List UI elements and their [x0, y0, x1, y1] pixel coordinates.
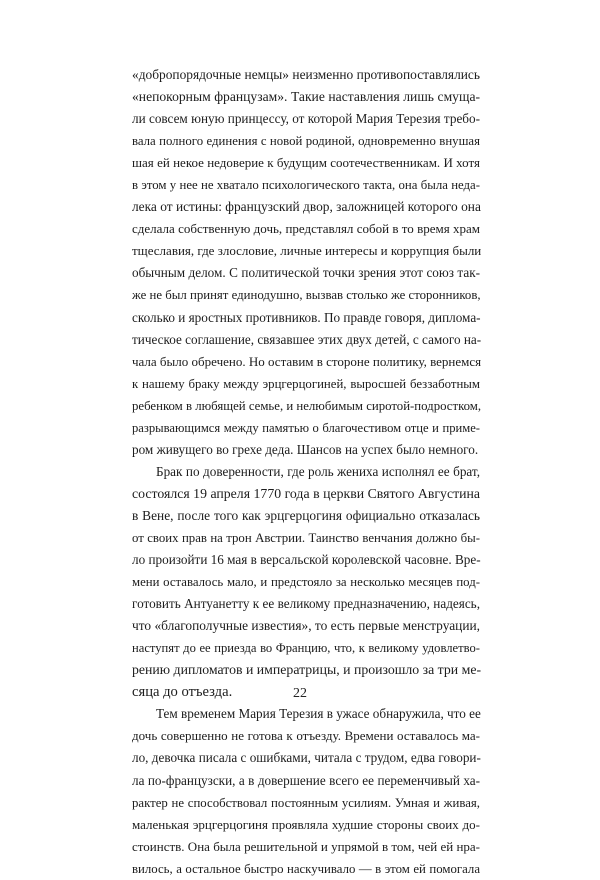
text-line: наступят до ее приезда во Францию, что, к великому удовлетво- [132, 641, 480, 656]
text-line: ла по-французски, а в довершение всего ее переменчивый ха- [132, 772, 480, 788]
text-line: состоялся 19 апреля 1770 года в церкви Святого Августина [132, 485, 480, 501]
text-line: лека от истины: французский двор, заложницей которого она [132, 199, 481, 215]
text-line: сделала собственную дочь, представлял собой в то время храм [132, 221, 480, 237]
paragraph-3 [132, 703, 480, 879]
text-line: ли совсем юную принцессу, от которой Мария Терезия требо- [132, 111, 480, 127]
text-line: чала было обречено. Но оставим в стороне политику, вернемся [132, 353, 482, 369]
text-line: мени оставалось мало, и предстояло за несколько месяцев под- [132, 575, 480, 590]
text-line: тщеславия, где злословие, личные интересы и коррупция были [132, 243, 482, 259]
text-line: рению дипломатов и императрицы, и произошло за три ме- [132, 662, 482, 678]
text-line: сколько и яростных противников. По правде говоря, диплома- [132, 309, 481, 325]
text-line: вилось, а остальное быстро наскучивало — в этом ей помогала [132, 861, 480, 876]
text-line: к нашему браку между эрцгерцогиней, выросшей беззаботным [132, 376, 480, 391]
text-line: в этом у нее не хватало психологического такта, она была неда- [132, 178, 480, 193]
paragraph-1 [132, 64, 480, 461]
text-line: готовить Антуанетту к ее великому предназначению, надеясь, [132, 596, 480, 612]
text-line: же не был принят единодушно, вызвав столько же сторонников, [132, 288, 481, 303]
text-line: что «благополучные известия», то есть первые менструации, [132, 618, 480, 634]
text-line: ром живущего во грехе деда. Шансов на успех было немного. [132, 441, 479, 457]
text-line: тическое соглашение, связавшее этих двух детей, с самого на- [132, 331, 482, 347]
text-line: маленькая эрцгерцогиня проявляла худшие стороны своих до- [132, 816, 480, 832]
text-line: Тем временем Мария Терезия в ужасе обнаружила, что ее [156, 706, 481, 722]
text-line: шая ей некое недоверие к будущим соотечественникам. И хотя [132, 155, 480, 171]
text-line: стоинств. Она была решительной и упрямой в том, чей ей нра- [132, 838, 480, 854]
text-line: Брак по доверенности, где роль жениха исполнял ее брат, [156, 463, 480, 479]
text-line: в Вене, после того как эрцгерцогиня официально отказалась [132, 507, 480, 523]
body-text [132, 64, 480, 880]
text-line: «непокорным французам». Такие наставления лишь смуща- [132, 89, 480, 105]
paragraph-2 [132, 461, 480, 704]
page-number: 22 [293, 686, 307, 701]
text-line: от своих прав на трон Австрии. Таинство венчания должно бы- [132, 530, 480, 545]
text-line: дочь совершенно не готова к отъезду. Времени оставалось ма- [132, 728, 480, 744]
text-line: разрывающимся между памятью о благочестивом отце и приме- [132, 420, 480, 435]
text-line: обычным делом. С политической точки зрения этот союз так- [132, 265, 480, 281]
text-line: ло, девочка писала с ошибками, читала с трудом, едва говори- [132, 750, 481, 766]
text-line: вала полного единения с новой родиной, одновременно внушая [132, 134, 480, 149]
text-line: сяца до отъезда. [132, 684, 233, 701]
text-line: «добропорядочные немцы» неизменно противопоставлялись [132, 67, 480, 82]
text-line: рактер не способствовал постоянным усилиям. Умная и живая, [132, 795, 480, 810]
text-line: ребенком в любящей семье, и нелюбимым сиротой-подростком, [132, 398, 482, 413]
text-line: ло произойти 16 мая в версальской королевской часовне. Вре- [132, 552, 481, 568]
